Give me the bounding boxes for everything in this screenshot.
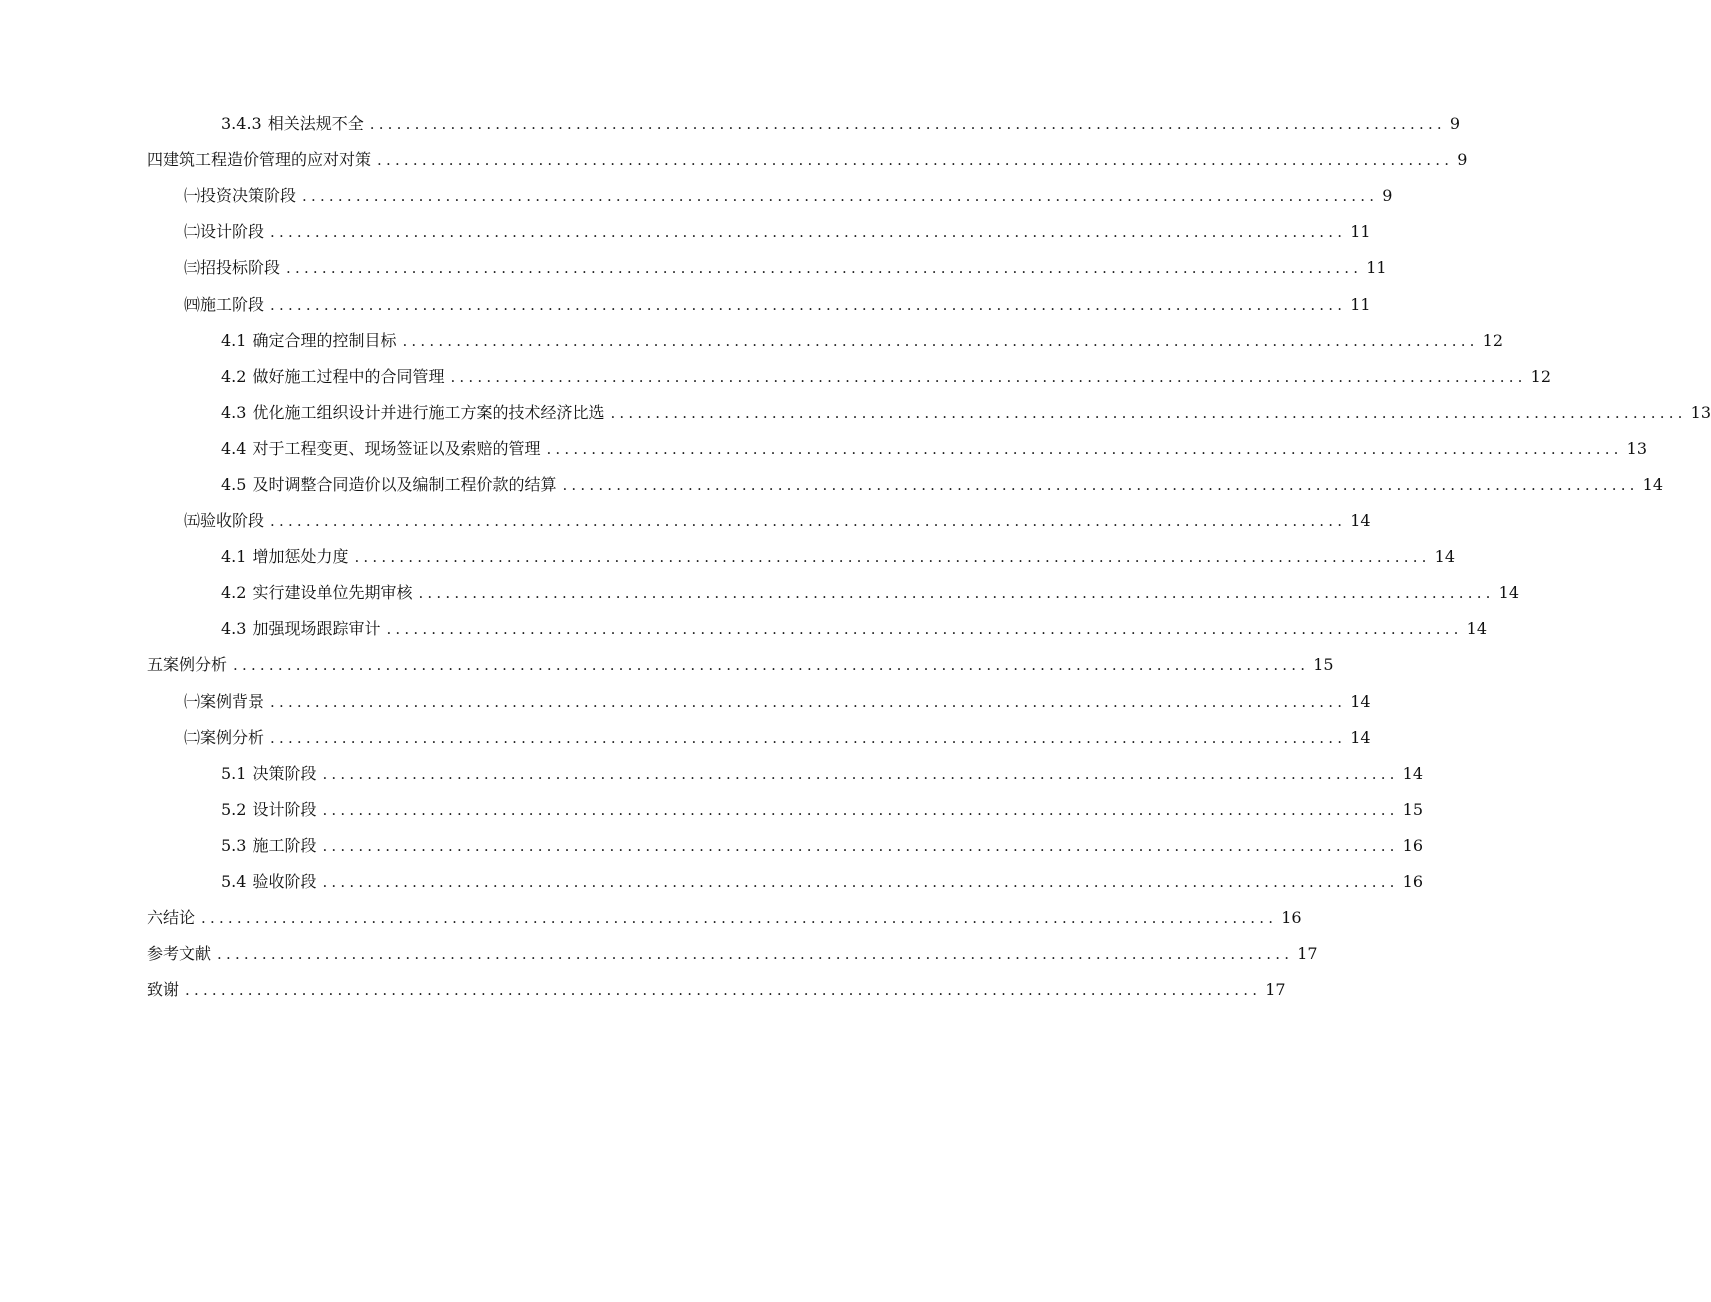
toc-entry-title: 优化施工组织设计并进行施工方案的技术经济比选	[252, 402, 605, 422]
toc-entry-title: 施工阶段	[252, 835, 317, 855]
toc-entry[interactable]	[0, 142, 1468, 178]
toc-entry-title: 验收阶段	[200, 511, 265, 531]
toc-entry-line	[184, 258, 1387, 278]
toc-entry-number: 4.4	[221, 438, 247, 458]
toc-entry-line	[221, 402, 1711, 423]
toc-entry-page-number: 13	[1626, 438, 1647, 458]
toc-entry[interactable]	[0, 503, 1371, 539]
toc-entry-line	[184, 691, 1371, 712]
dot-leader: ........................................................................................................................	[354, 548, 1431, 567]
toc-entry-page-number: 11	[1366, 258, 1387, 278]
toc-entry-title: 验收阶段	[252, 872, 317, 892]
dot-leader: ........................................................................................................................	[270, 692, 1347, 711]
toc-entry[interactable]	[0, 178, 1393, 214]
toc-entry-line	[147, 944, 1318, 964]
toc-entry-title: 投资决策阶段	[200, 186, 297, 206]
dot-leader: ........................................................................................................................	[233, 656, 1310, 675]
toc-entry-page-number: 16	[1281, 908, 1302, 928]
dot-leader: ........................................................................................................................	[562, 475, 1639, 494]
toc-entry-title: 决策阶段	[252, 763, 317, 783]
toc-entry-number: 4.5	[221, 474, 247, 494]
toc-entry-number: 5.4	[221, 872, 247, 892]
toc-entry-number: 4.3	[221, 619, 247, 639]
toc-entry-line	[221, 583, 1519, 603]
toc-entry-page-number: 17	[1297, 944, 1318, 964]
toc-entry-title: 增加惩处力度	[252, 547, 349, 567]
toc-entry-page-number: 14	[1466, 619, 1487, 639]
toc-entry-number: 5.1	[221, 763, 247, 783]
toc-entry-page-number: 14	[1402, 763, 1423, 783]
toc-entry-number: ㈤	[184, 511, 201, 531]
toc-entry-number: 四	[147, 150, 164, 170]
dot-leader: ........................................................................................................................	[369, 115, 1446, 134]
toc-entry[interactable]	[0, 864, 1423, 900]
toc-entry-line	[184, 294, 1371, 315]
toc-entry[interactable]	[0, 250, 1387, 286]
toc-entry-number: 3.4.3	[221, 114, 262, 134]
toc-entry-page-number: 13	[1690, 402, 1711, 422]
toc-entry-page-number: 14	[1498, 583, 1519, 603]
toc-entry-page-number: 14	[1350, 727, 1371, 747]
toc-entry-line	[221, 619, 1487, 639]
toc-entry-title: 及时调整合同造价以及编制工程价款的结算	[252, 474, 557, 494]
toc-entry-title: 结论	[163, 908, 196, 928]
toc-entry-line	[221, 547, 1455, 567]
toc-entry[interactable]	[0, 720, 1371, 756]
toc-entry-line	[221, 799, 1423, 820]
toc-entry-page-number: 17	[1265, 980, 1286, 1000]
toc-entry-number: 4.1	[221, 547, 247, 567]
toc-entry-line	[221, 835, 1423, 856]
toc-entry-page-number: 9	[1449, 114, 1461, 134]
toc-entry-title: 招投标阶段	[200, 258, 281, 278]
toc-entry-title: 案例分析	[163, 655, 228, 675]
toc-entry-line	[221, 872, 1423, 892]
toc-entry-number: 4.2	[221, 366, 247, 386]
toc-entry[interactable]	[0, 828, 1423, 864]
toc-entry[interactable]	[0, 684, 1371, 720]
toc-entry-page-number: 16	[1402, 872, 1423, 892]
dot-leader: ........................................................................................................................	[270, 295, 1347, 314]
toc-entry-title: 致谢	[147, 980, 180, 1000]
dot-leader: ........................................................................................................................	[402, 331, 1479, 350]
toc-entry[interactable]	[0, 214, 1371, 250]
toc-entry-page-number: 15	[1402, 799, 1423, 819]
dot-leader: ........................................................................................................................	[610, 403, 1687, 422]
toc-entry-number: 五	[147, 655, 164, 675]
dot-leader: ........................................................................................................................	[546, 439, 1623, 458]
dot-leader: ........................................................................................................................	[185, 981, 1262, 1000]
toc-entry[interactable]	[0, 539, 1455, 575]
toc-entry-line	[184, 727, 1371, 748]
toc-entry-title: 案例分析	[200, 727, 265, 747]
toc-entry-number: 4.1	[221, 330, 247, 350]
dot-leader: ........................................................................................................................	[377, 151, 1454, 170]
dot-leader: ........................................................................................................................	[270, 223, 1347, 242]
toc-entry[interactable]	[0, 106, 1461, 142]
toc-entry-line	[147, 980, 1286, 1000]
toc-entry[interactable]	[0, 936, 1318, 972]
toc-entry-line	[147, 908, 1302, 928]
toc-entry-title: 设计阶段	[200, 222, 265, 242]
toc-entry-line	[221, 438, 1647, 459]
toc-entry[interactable]	[0, 647, 1334, 683]
dot-leader: ........................................................................................................................	[270, 512, 1347, 531]
toc-entry-title: 做好施工过程中的合同管理	[252, 366, 445, 386]
toc-entry-page-number: 11	[1350, 222, 1371, 242]
dot-leader: ........................................................................................................................	[322, 836, 1399, 855]
dot-leader: ........................................................................................................................	[201, 909, 1278, 928]
toc-entry[interactable]	[0, 286, 1371, 322]
toc-entry-number: ㈡	[184, 222, 201, 242]
toc-entry-page-number: 14	[1350, 511, 1371, 531]
dot-leader: ........................................................................................................................	[450, 367, 1527, 386]
toc-entry-line	[184, 222, 1371, 242]
toc-entry-page-number: 12	[1482, 330, 1503, 350]
toc-entry[interactable]	[0, 467, 1663, 503]
toc-entry[interactable]	[0, 323, 1503, 359]
toc-entry-line	[147, 655, 1334, 675]
toc-entry-title: 建筑工程造价管理的应对对策	[163, 150, 372, 170]
dot-leader: ........................................................................................................................	[418, 584, 1495, 603]
toc-entry-number: 4.3	[221, 402, 247, 422]
toc-entry[interactable]	[0, 575, 1519, 611]
toc-entry-line	[147, 150, 1468, 170]
toc-entry-page-number: 11	[1350, 294, 1371, 314]
toc-entry-line	[221, 366, 1551, 387]
toc-entry-page-number: 15	[1313, 655, 1334, 675]
toc-entry-number: 5.3	[221, 835, 247, 855]
dot-leader: ........................................................................................................................	[217, 945, 1294, 964]
toc-entry-number: ㈠	[184, 186, 201, 206]
toc-entry-page-number: 12	[1530, 366, 1551, 386]
table-of-contents	[0, 106, 1711, 1008]
toc-entry-title: 参考文献	[147, 944, 212, 964]
toc-entry[interactable]	[0, 900, 1302, 936]
dot-leader: ........................................................................................................................	[270, 728, 1347, 747]
toc-entry-line	[221, 330, 1503, 351]
dot-leader: ........................................................................................................................	[322, 800, 1399, 819]
toc-entry[interactable]	[0, 431, 1647, 467]
toc-entry[interactable]	[0, 611, 1487, 647]
toc-entry[interactable]	[0, 972, 1286, 1008]
toc-entry-number: 5.2	[221, 799, 247, 819]
toc-entry-line	[184, 186, 1393, 206]
toc-entry-page-number: 9	[1382, 186, 1393, 206]
toc-entry[interactable]	[0, 756, 1423, 792]
toc-entry-number: 六	[147, 908, 164, 928]
toc-entry-line	[221, 763, 1423, 784]
toc-entry-line	[221, 474, 1663, 495]
toc-entry-number: ㈡	[184, 727, 201, 747]
toc-entry-number: ㈢	[184, 258, 201, 278]
toc-entry-title: 设计阶段	[252, 799, 317, 819]
toc-entry-page-number: 14	[1434, 547, 1455, 567]
toc-entry[interactable]	[0, 395, 1711, 431]
toc-entry-title: 确定合理的控制目标	[252, 330, 397, 350]
toc-entry-number: ㈣	[184, 294, 201, 314]
toc-entry-title: 加强现场跟踪审计	[252, 619, 381, 639]
dot-leader: ........................................................................................................................	[302, 187, 1379, 206]
toc-entry-page-number: 16	[1402, 835, 1423, 855]
toc-entry-line	[184, 511, 1371, 531]
dot-leader: ........................................................................................................................	[386, 620, 1463, 639]
toc-entry-title: 施工阶段	[200, 294, 265, 314]
toc-entry[interactable]	[0, 359, 1551, 395]
toc-entry-title: 对于工程变更、现场签证以及索赔的管理	[252, 438, 541, 458]
toc-entry-page-number: 14	[1350, 691, 1371, 711]
toc-entry-title: 案例背景	[200, 691, 265, 711]
toc-entry[interactable]	[0, 792, 1423, 828]
toc-entry-number: 4.2	[221, 583, 247, 603]
toc-entry-page-number: 14	[1642, 474, 1663, 494]
dot-leader: ........................................................................................................................	[286, 259, 1363, 278]
toc-entry-page-number: 9	[1457, 150, 1468, 170]
toc-entry-number: ㈠	[184, 691, 201, 711]
dot-leader: ........................................................................................................................	[322, 764, 1399, 783]
toc-entry-title: 实行建设单位先期审核	[252, 583, 413, 603]
dot-leader: ........................................................................................................................	[322, 873, 1399, 892]
toc-entry-line	[221, 114, 1461, 134]
toc-entry-title: 相关法规不全	[267, 114, 364, 134]
